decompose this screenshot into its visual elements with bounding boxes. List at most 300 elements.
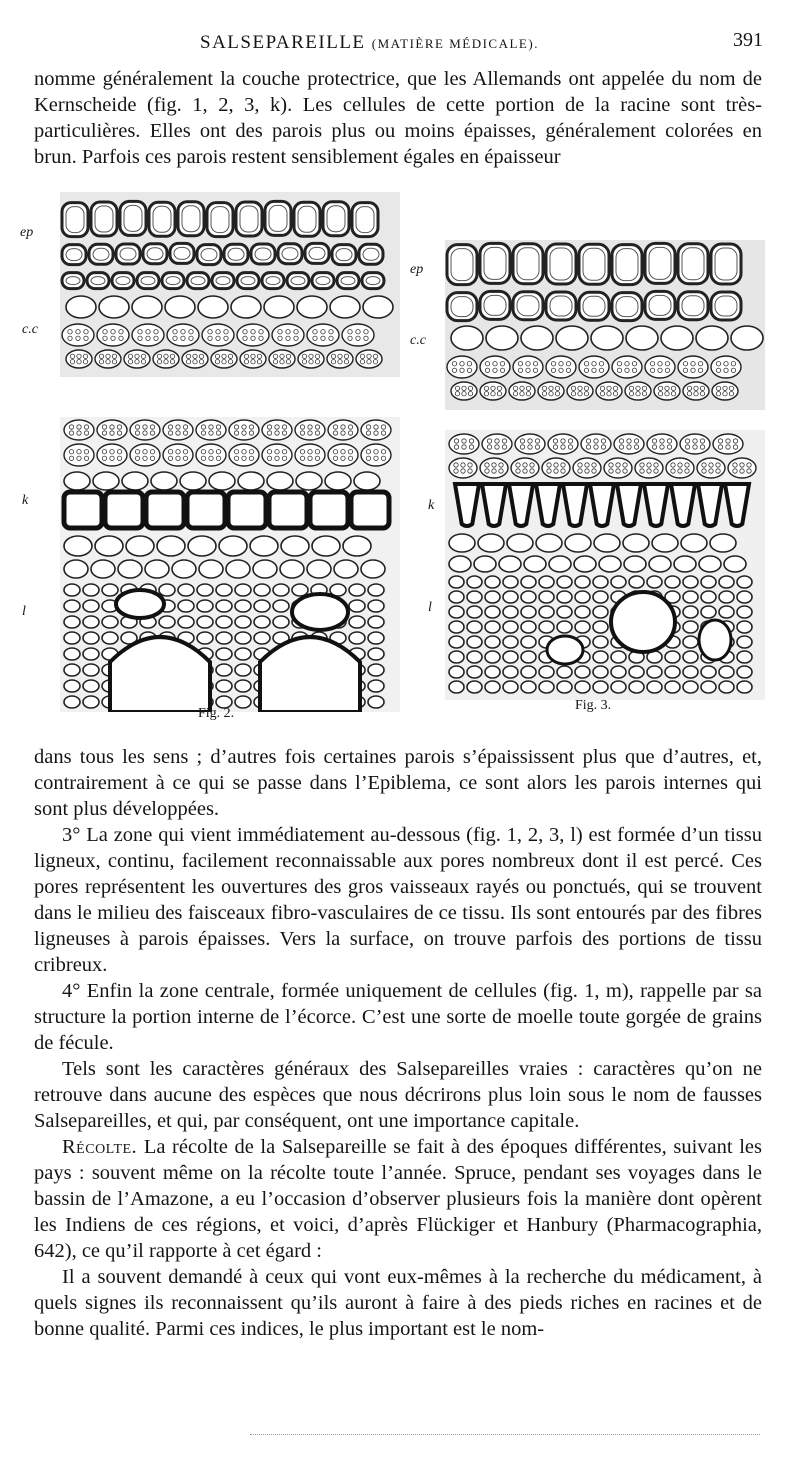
fig3-wood-cell bbox=[539, 621, 554, 633]
fig2-wood-cell bbox=[349, 584, 365, 596]
fig2-wood-cell bbox=[83, 584, 99, 596]
fig2-starch-cell bbox=[295, 444, 325, 466]
fig2-starch-cell bbox=[298, 350, 324, 368]
running-title: SALSEPAREILLE (MATIÈRE MÉDICALE). bbox=[200, 32, 539, 53]
fig3-starch-cell bbox=[645, 356, 675, 378]
paragraph-2: dans tous les sens ; d’autres fois certaines parois s’épaississent plus que d’autres, et, contrairement à ce qui se passe dans l’Epiblema, ce sont alors les parois internes qui sont plus développées. bbox=[34, 746, 762, 820]
fig2-starch-cell bbox=[202, 324, 234, 346]
fig3-wood-cell bbox=[683, 666, 698, 678]
fig2-caption: Fig. 2. bbox=[198, 706, 235, 721]
fig3-wood-cell bbox=[521, 591, 536, 603]
fig3-cortex-cell bbox=[696, 326, 728, 350]
fig3-wood-cell bbox=[629, 681, 644, 693]
fig2-hypodermis-cell bbox=[137, 273, 159, 289]
fig3-wood-cell bbox=[629, 666, 644, 678]
bottom-scan-noise bbox=[250, 1434, 760, 1437]
fig2-parenchyma-cell bbox=[253, 560, 277, 578]
paragraph-6-text: La récolte de la Salsepareille se fait à des époques différentes, suivant les pays : souvent même on la récolte toute l’année. Spruce, pendant ses voyages dans le bassin de l’Amazone, a eu l’occasion d’observer plusieurs fois la manière dont opèrent les Indiens de ces régions, et voici, d’après Flückiger et Hanbury (Pharmacographia, 642), ce qu’il rapporte à cet égard : bbox=[34, 1136, 763, 1262]
page-number: 391 bbox=[733, 29, 763, 51]
fig3-starch-cell bbox=[654, 382, 680, 400]
fig3-wood-cell bbox=[557, 681, 572, 693]
fig2-hypodermis-cell bbox=[362, 273, 384, 289]
fig2-hypodermis-cell bbox=[87, 273, 109, 289]
fig3-wood-cell bbox=[449, 606, 464, 618]
fig3-starch-cell bbox=[511, 458, 539, 478]
fig2-wood-cell bbox=[64, 664, 80, 676]
fig3-wood-cell bbox=[611, 651, 626, 663]
fig2-hypodermis-cell bbox=[337, 273, 359, 289]
paragraph-3: 3° La zone qui vient immédiatement au-dessous (fig. 1, 2, 3, l) est formée d’un tissu ligneux, continu, facilement reconnaissable aux pores nombreux dont il est percé. Ces pores représentent les ouvertures des gros vaisseaux rayés ou ponctués, qui se trouvent dans le milieu des faisceaux fibro-vasculaires de ce tissu. Ils sont entourés par des fibres ligneuses à parois épaisses. Vers la surface, on trouve parfois des portions de tissu cribreux. bbox=[34, 824, 762, 976]
fig3-wood-cell bbox=[449, 591, 464, 603]
fig3-parenchyma-cell bbox=[565, 534, 591, 552]
fig3-starch-cell bbox=[728, 458, 756, 478]
fig3-wood-cell bbox=[503, 681, 518, 693]
fig2-label-ep: ep bbox=[20, 225, 34, 240]
fig3-starch-cell bbox=[697, 458, 725, 478]
paragraph-4: 4° Enfin la zone centrale, formée uniquement de cellules (fig. 1, m), rappelle par sa structure la portion interne de l’écorce. C’est une sorte de moelle toute gorgée de grains de fécule. bbox=[34, 980, 762, 1054]
section-lead-recolte: Récolte. bbox=[62, 1136, 138, 1158]
fig2-wood-cell bbox=[216, 632, 232, 644]
fig2-starch-cell bbox=[130, 420, 160, 440]
fig2-wood-cell bbox=[273, 584, 289, 596]
fig3-wood-cell bbox=[521, 606, 536, 618]
fig3-wood-cell bbox=[737, 606, 752, 618]
fig2-wood-cell bbox=[83, 664, 99, 676]
running-subtitle: (MATIÈRE MÉDICALE). bbox=[371, 36, 539, 51]
fig2-wood-cell bbox=[83, 648, 99, 660]
fig3-parenchyma-cell bbox=[599, 556, 621, 572]
fig3-parenchyma-cell bbox=[674, 556, 696, 572]
fig3-wood-cell bbox=[719, 666, 734, 678]
fig3-vessel bbox=[547, 636, 583, 664]
fig2-starch-cell bbox=[64, 420, 94, 440]
fig3-wood-cell bbox=[485, 606, 500, 618]
fig3-wood-cell bbox=[683, 621, 698, 633]
fig3-wood-cell bbox=[467, 666, 482, 678]
fig3-wood-cell bbox=[485, 651, 500, 663]
fig3-wood-cell bbox=[593, 576, 608, 588]
fig2-starch-cell bbox=[167, 324, 199, 346]
fig3-cortex-cell bbox=[661, 326, 693, 350]
fig2-cortex-cell bbox=[330, 296, 360, 318]
fig3-wood-cell bbox=[503, 591, 518, 603]
fig2-wood-cell bbox=[216, 584, 232, 596]
fig3-parenchyma-cell bbox=[699, 556, 721, 572]
fig2-starch-cell bbox=[66, 350, 92, 368]
fig3-wood-cell bbox=[575, 591, 590, 603]
fig2-wood-cell bbox=[159, 616, 175, 628]
fig2-wood-cell bbox=[64, 632, 80, 644]
fig2-starch-cell bbox=[124, 350, 150, 368]
fig2-starch-cell bbox=[272, 324, 304, 346]
fig2-endodermis-cell bbox=[310, 492, 348, 528]
fig2-wood-cell bbox=[178, 584, 194, 596]
fig3-wood-cell bbox=[593, 681, 608, 693]
fig3-wood-cell bbox=[521, 621, 536, 633]
fig2-wood-cell bbox=[235, 600, 251, 612]
fig2-starch-cell bbox=[328, 420, 358, 440]
fig3-parenchyma-cell bbox=[724, 556, 746, 572]
fig2-hypodermis-cell bbox=[62, 273, 84, 289]
fig3-parenchyma-cell bbox=[524, 556, 546, 572]
fig2-parenchyma-cell bbox=[95, 536, 123, 556]
fig2-wood-cell bbox=[178, 616, 194, 628]
fig2-starch-cell bbox=[229, 444, 259, 466]
fig2-starch-cell bbox=[64, 444, 94, 466]
fig3-parenchyma-cell bbox=[624, 556, 646, 572]
fig3-wood-cell bbox=[557, 591, 572, 603]
fig2-starch-cell bbox=[295, 420, 325, 440]
fig3-wood-cell bbox=[737, 681, 752, 693]
fig3-wood-cell bbox=[665, 666, 680, 678]
fig2-wood-cell bbox=[368, 616, 384, 628]
fig3-label-k: k bbox=[428, 498, 435, 513]
fig2-wood-cell bbox=[197, 616, 213, 628]
fig3-wood-cell bbox=[719, 591, 734, 603]
fig3-parenchyma-cell bbox=[449, 556, 471, 572]
fig2-parenchyma-cell bbox=[219, 536, 247, 556]
fig2-cortex-cell bbox=[99, 296, 129, 318]
fig2-vessel bbox=[292, 594, 348, 630]
fig3-wood-cell bbox=[719, 606, 734, 618]
fig2-parenchyma-cell bbox=[281, 536, 309, 556]
fig3-starch-cell bbox=[538, 382, 564, 400]
fig2-endodermis-cell bbox=[228, 492, 266, 528]
fig3-wood-cell bbox=[593, 651, 608, 663]
fig3-starch-cell bbox=[711, 356, 741, 378]
fig3-vessel bbox=[611, 592, 675, 652]
fig3-wood-cell bbox=[467, 591, 482, 603]
fig3-wood-cell bbox=[557, 606, 572, 618]
fig3-wood-cell bbox=[575, 621, 590, 633]
fig3-starch-cell bbox=[579, 356, 609, 378]
fig3-wood-cell bbox=[521, 666, 536, 678]
fig3-wood-cell bbox=[629, 576, 644, 588]
fig2-starch-cell bbox=[153, 350, 179, 368]
fig3-wood-cell bbox=[683, 606, 698, 618]
fig3-wood-cell bbox=[593, 666, 608, 678]
fig3-wood-cell bbox=[701, 666, 716, 678]
fig3-starch-cell bbox=[596, 382, 622, 400]
fig2-parenchyma-cell bbox=[188, 536, 216, 556]
fig3-cortex-cell bbox=[556, 326, 588, 350]
fig3-starch-cell bbox=[614, 434, 644, 454]
fig2-starch-cell bbox=[328, 444, 358, 466]
fig2-vessel bbox=[260, 637, 360, 712]
fig2-starch-cell bbox=[356, 350, 382, 368]
figure-3 bbox=[405, 230, 775, 710]
fig3-starch-cell bbox=[635, 458, 663, 478]
fig3-wood-cell bbox=[449, 681, 464, 693]
fig3-parenchyma-cell bbox=[710, 534, 736, 552]
fig3-wood-cell bbox=[467, 606, 482, 618]
fig3-label-ep: ep bbox=[410, 262, 424, 277]
fig3-starch-cell bbox=[515, 434, 545, 454]
fig2-wood-cell bbox=[64, 680, 80, 692]
fig3-wood-cell bbox=[557, 666, 572, 678]
fig2-wood-cell bbox=[254, 616, 270, 628]
fig2-parenchyma-cell bbox=[334, 560, 358, 578]
fig3-starch-cell bbox=[509, 382, 535, 400]
fig2-starch-cell bbox=[262, 420, 292, 440]
fig2-starch-cell bbox=[97, 324, 129, 346]
fig2-starch-cell bbox=[196, 420, 226, 440]
fig2-wood-cell bbox=[368, 632, 384, 644]
fig2-wood-cell bbox=[235, 664, 251, 676]
fig2-cortex-cell bbox=[297, 296, 327, 318]
fig2-wood-cell bbox=[254, 584, 270, 596]
fig3-wood-cell bbox=[503, 621, 518, 633]
fig2-cortex-cell bbox=[132, 296, 162, 318]
fig2-cortex-cell bbox=[354, 472, 380, 490]
fig3-starch-cell bbox=[680, 434, 710, 454]
fig2-parenchyma-cell bbox=[343, 536, 371, 556]
fig3-starch-cell bbox=[480, 356, 510, 378]
fig2-cortex-cell bbox=[296, 472, 322, 490]
fig3-wood-cell bbox=[575, 681, 590, 693]
fig3-wood-cell bbox=[683, 576, 698, 588]
fig3-wood-cell bbox=[575, 606, 590, 618]
fig3-wood-cell bbox=[485, 666, 500, 678]
fig3-wood-cell bbox=[449, 666, 464, 678]
fig2-hypodermis-cell bbox=[287, 273, 309, 289]
fig3-label-cc: c.c bbox=[410, 333, 426, 348]
fig3-wood-cell bbox=[737, 621, 752, 633]
fig2-parenchyma-cell bbox=[172, 560, 196, 578]
fig2-wood-cell bbox=[197, 632, 213, 644]
fig3-wood-cell bbox=[719, 576, 734, 588]
fig3-wood-cell bbox=[683, 636, 698, 648]
fig3-starch-cell bbox=[513, 356, 543, 378]
fig3-cortex-cell bbox=[451, 326, 483, 350]
paragraph-5: Tels sont les caractères généraux des Salsepareilles vraies : caractères qu’on ne retrouve dans aucune des espèces que nous décrirons plus loin sous le nom de fausses Salsepareilles, et qui, par conséquent, ont une importance capitale. bbox=[34, 1058, 762, 1132]
fig2-hypodermis-cell bbox=[112, 273, 134, 289]
fig2-parenchyma-cell bbox=[157, 536, 185, 556]
fig3-wood-cell bbox=[593, 621, 608, 633]
fig2-starch-cell bbox=[132, 324, 164, 346]
fig3-starch-cell bbox=[542, 458, 570, 478]
fig2-starch-cell bbox=[163, 420, 193, 440]
fig3-starch-cell bbox=[573, 458, 601, 478]
fig3-starch-cell bbox=[451, 382, 477, 400]
fig3-cortex-cell bbox=[591, 326, 623, 350]
fig2-starch-cell bbox=[97, 444, 127, 466]
fig2-wood-cell bbox=[368, 584, 384, 596]
fig2-wood-cell bbox=[64, 600, 80, 612]
fig2-wood-cell bbox=[83, 632, 99, 644]
fig2-parenchyma-cell bbox=[307, 560, 331, 578]
fig2-cortex-cell bbox=[122, 472, 148, 490]
fig3-wood-cell bbox=[503, 576, 518, 588]
fig2-wood-cell bbox=[368, 680, 384, 692]
fig2-cortex-cell bbox=[363, 296, 393, 318]
fig2-cortex-cell bbox=[267, 472, 293, 490]
fig2-cortex-cell bbox=[165, 296, 195, 318]
fig3-wood-cell bbox=[737, 576, 752, 588]
fig3-wood-cell bbox=[485, 621, 500, 633]
fig3-wood-cell bbox=[593, 636, 608, 648]
fig2-cortex-cell bbox=[64, 472, 90, 490]
fig3-wood-cell bbox=[701, 606, 716, 618]
fig2-cortex-cell bbox=[93, 472, 119, 490]
fig2-parenchyma-cell bbox=[145, 560, 169, 578]
paragraph-6 bbox=[34, 1134, 762, 1264]
fig2-cortex-cell bbox=[209, 472, 235, 490]
fig2-cortex-cell bbox=[238, 472, 264, 490]
fig2-hypodermis-cell bbox=[162, 273, 184, 289]
fig2-wood-cell bbox=[235, 648, 251, 660]
fig2-cortex-cell bbox=[66, 296, 96, 318]
fig3-wood-cell bbox=[701, 576, 716, 588]
fig2-parenchyma-cell bbox=[199, 560, 223, 578]
fig2-wood-cell bbox=[102, 632, 118, 644]
fig3-starch-cell bbox=[480, 382, 506, 400]
fig3-wood-cell bbox=[647, 681, 662, 693]
fig3-parenchyma-cell bbox=[536, 534, 562, 552]
fig2-endodermis-cell bbox=[105, 492, 143, 528]
fig2-starch-cell bbox=[95, 350, 121, 368]
fig3-wood-cell bbox=[539, 681, 554, 693]
fig3-wood-cell bbox=[467, 621, 482, 633]
fig2-wood-cell bbox=[159, 584, 175, 596]
fig2-wood-cell bbox=[102, 584, 118, 596]
fig2-starch-cell bbox=[307, 324, 339, 346]
fig2-wood-cell bbox=[216, 664, 232, 676]
fig3-wood-cell bbox=[521, 636, 536, 648]
fig3-wood-cell bbox=[503, 666, 518, 678]
fig3-wood-cell bbox=[521, 576, 536, 588]
fig2-cortex-cell bbox=[198, 296, 228, 318]
fig2-starch-cell bbox=[327, 350, 353, 368]
fig3-wood-cell bbox=[503, 651, 518, 663]
fig2-wood-cell bbox=[178, 600, 194, 612]
fig2-wood-cell bbox=[64, 648, 80, 660]
fig2-label-k: k bbox=[22, 493, 29, 508]
fig3-wood-cell bbox=[449, 621, 464, 633]
fig2-parenchyma-cell bbox=[64, 560, 88, 578]
fig3-cortex-cell bbox=[486, 326, 518, 350]
fig3-starch-cell bbox=[449, 434, 479, 454]
figure-2 bbox=[20, 192, 400, 712]
fig2-label-l: l bbox=[22, 604, 26, 619]
fig2-wood-cell bbox=[83, 616, 99, 628]
fig3-parenchyma-cell bbox=[474, 556, 496, 572]
fig3-parenchyma-cell bbox=[499, 556, 521, 572]
fig2-starch-cell bbox=[342, 324, 374, 346]
fig2-wood-cell bbox=[102, 616, 118, 628]
fig2-parenchyma-cell bbox=[118, 560, 142, 578]
fig2-cortex-cell bbox=[231, 296, 261, 318]
fig2-wood-cell bbox=[349, 616, 365, 628]
fig3-wood-cell bbox=[737, 666, 752, 678]
fig3-wood-cell bbox=[701, 591, 716, 603]
fig3-wood-cell bbox=[485, 576, 500, 588]
fig2-wood-cell bbox=[349, 600, 365, 612]
fig2-parenchyma-cell bbox=[91, 560, 115, 578]
fig2-parenchyma-cell bbox=[64, 536, 92, 556]
figure-2-drawing bbox=[20, 192, 400, 712]
fig3-wood-cell bbox=[593, 606, 608, 618]
fig3-wood-cell bbox=[467, 681, 482, 693]
fig3-parenchyma-cell bbox=[507, 534, 533, 552]
fig3-parenchyma-cell bbox=[652, 534, 678, 552]
fig2-wood-cell bbox=[273, 600, 289, 612]
fig3-caption: Fig. 3. bbox=[575, 698, 612, 713]
fig2-parenchyma-cell bbox=[280, 560, 304, 578]
fig2-hypodermis-cell bbox=[262, 273, 284, 289]
fig3-wood-cell bbox=[467, 636, 482, 648]
fig3-wood-cell bbox=[575, 576, 590, 588]
fig3-wood-cell bbox=[683, 681, 698, 693]
fig2-starch-cell bbox=[196, 444, 226, 466]
fig3-wood-cell bbox=[575, 666, 590, 678]
fig2-starch-cell bbox=[361, 420, 391, 440]
fig2-wood-cell bbox=[197, 600, 213, 612]
paragraph-1: nomme généralement la couche protectrice, que les Allemands ont appelée du nom de Kernscheide (fig. 1, 2, 3, k). Les cellules de cette portion de la racine sont très-particulières. Elles ont des parois plus ou moins épaisses, généralement colorées en brun. Parfois ces parois restent sensiblement égales en épaisseur bbox=[34, 68, 762, 168]
fig2-wood-cell bbox=[235, 616, 251, 628]
fig2-endodermis-cell bbox=[269, 492, 307, 528]
fig3-parenchyma-cell bbox=[449, 534, 475, 552]
fig2-wood-cell bbox=[83, 696, 99, 708]
fig2-cortex-cell bbox=[264, 296, 294, 318]
fig2-wood-cell bbox=[197, 584, 213, 596]
fig2-wood-cell bbox=[216, 648, 232, 660]
fig3-starch-cell bbox=[604, 458, 632, 478]
fig2-wood-cell bbox=[292, 584, 308, 596]
fig2-wood-cell bbox=[273, 616, 289, 628]
fig2-parenchyma-cell bbox=[250, 536, 278, 556]
fig2-cortex-cell bbox=[325, 472, 351, 490]
fig2-label-cc: c.c bbox=[22, 322, 38, 337]
fig3-label-l: l bbox=[428, 600, 432, 615]
fig3-wood-cell bbox=[683, 651, 698, 663]
fig3-wood-cell bbox=[449, 576, 464, 588]
fig3-parenchyma-cell bbox=[574, 556, 596, 572]
fig3-wood-cell bbox=[449, 651, 464, 663]
fig2-starch-cell bbox=[237, 324, 269, 346]
fig2-wood-cell bbox=[368, 600, 384, 612]
fig2-starch-cell bbox=[229, 420, 259, 440]
fig2-wood-cell bbox=[254, 600, 270, 612]
fig2-wood-cell bbox=[368, 648, 384, 660]
fig3-wood-cell bbox=[557, 621, 572, 633]
fig2-wood-cell bbox=[368, 664, 384, 676]
fig3-starch-cell bbox=[447, 356, 477, 378]
fig2-wood-cell bbox=[254, 632, 270, 644]
fig2-parenchyma-cell bbox=[312, 536, 340, 556]
fig3-parenchyma-cell bbox=[623, 534, 649, 552]
running-header bbox=[0, 26, 800, 66]
fig2-endodermis-cell bbox=[351, 492, 389, 528]
fig2-vessel bbox=[110, 637, 210, 712]
fig3-starch-cell bbox=[625, 382, 651, 400]
fig2-starch-cell bbox=[130, 444, 160, 466]
fig2-cortex-cell bbox=[151, 472, 177, 490]
fig2-wood-cell bbox=[216, 600, 232, 612]
fig3-starch-cell bbox=[612, 356, 642, 378]
fig3-cortex-cell bbox=[731, 326, 763, 350]
paragraph-7: Il a souvent demandé à ceux qui vont eux-mêmes à la recherche du médicament, à quels signes ils reconnaissent qu’ils auront à faire à des pieds riches en racines et de bonne qualité. Parmi ces indices, le plus important est le nom- bbox=[34, 1266, 762, 1340]
fig2-starch-cell bbox=[163, 444, 193, 466]
fig3-wood-cell bbox=[503, 606, 518, 618]
fig2-wood-cell bbox=[64, 584, 80, 596]
fig3-wood-cell bbox=[737, 636, 752, 648]
fig3-wood-cell bbox=[467, 576, 482, 588]
fig3-wood-cell bbox=[539, 666, 554, 678]
fig3-wood-cell bbox=[539, 576, 554, 588]
fig2-endodermis-cell bbox=[146, 492, 184, 528]
fig3-wood-cell bbox=[683, 591, 698, 603]
